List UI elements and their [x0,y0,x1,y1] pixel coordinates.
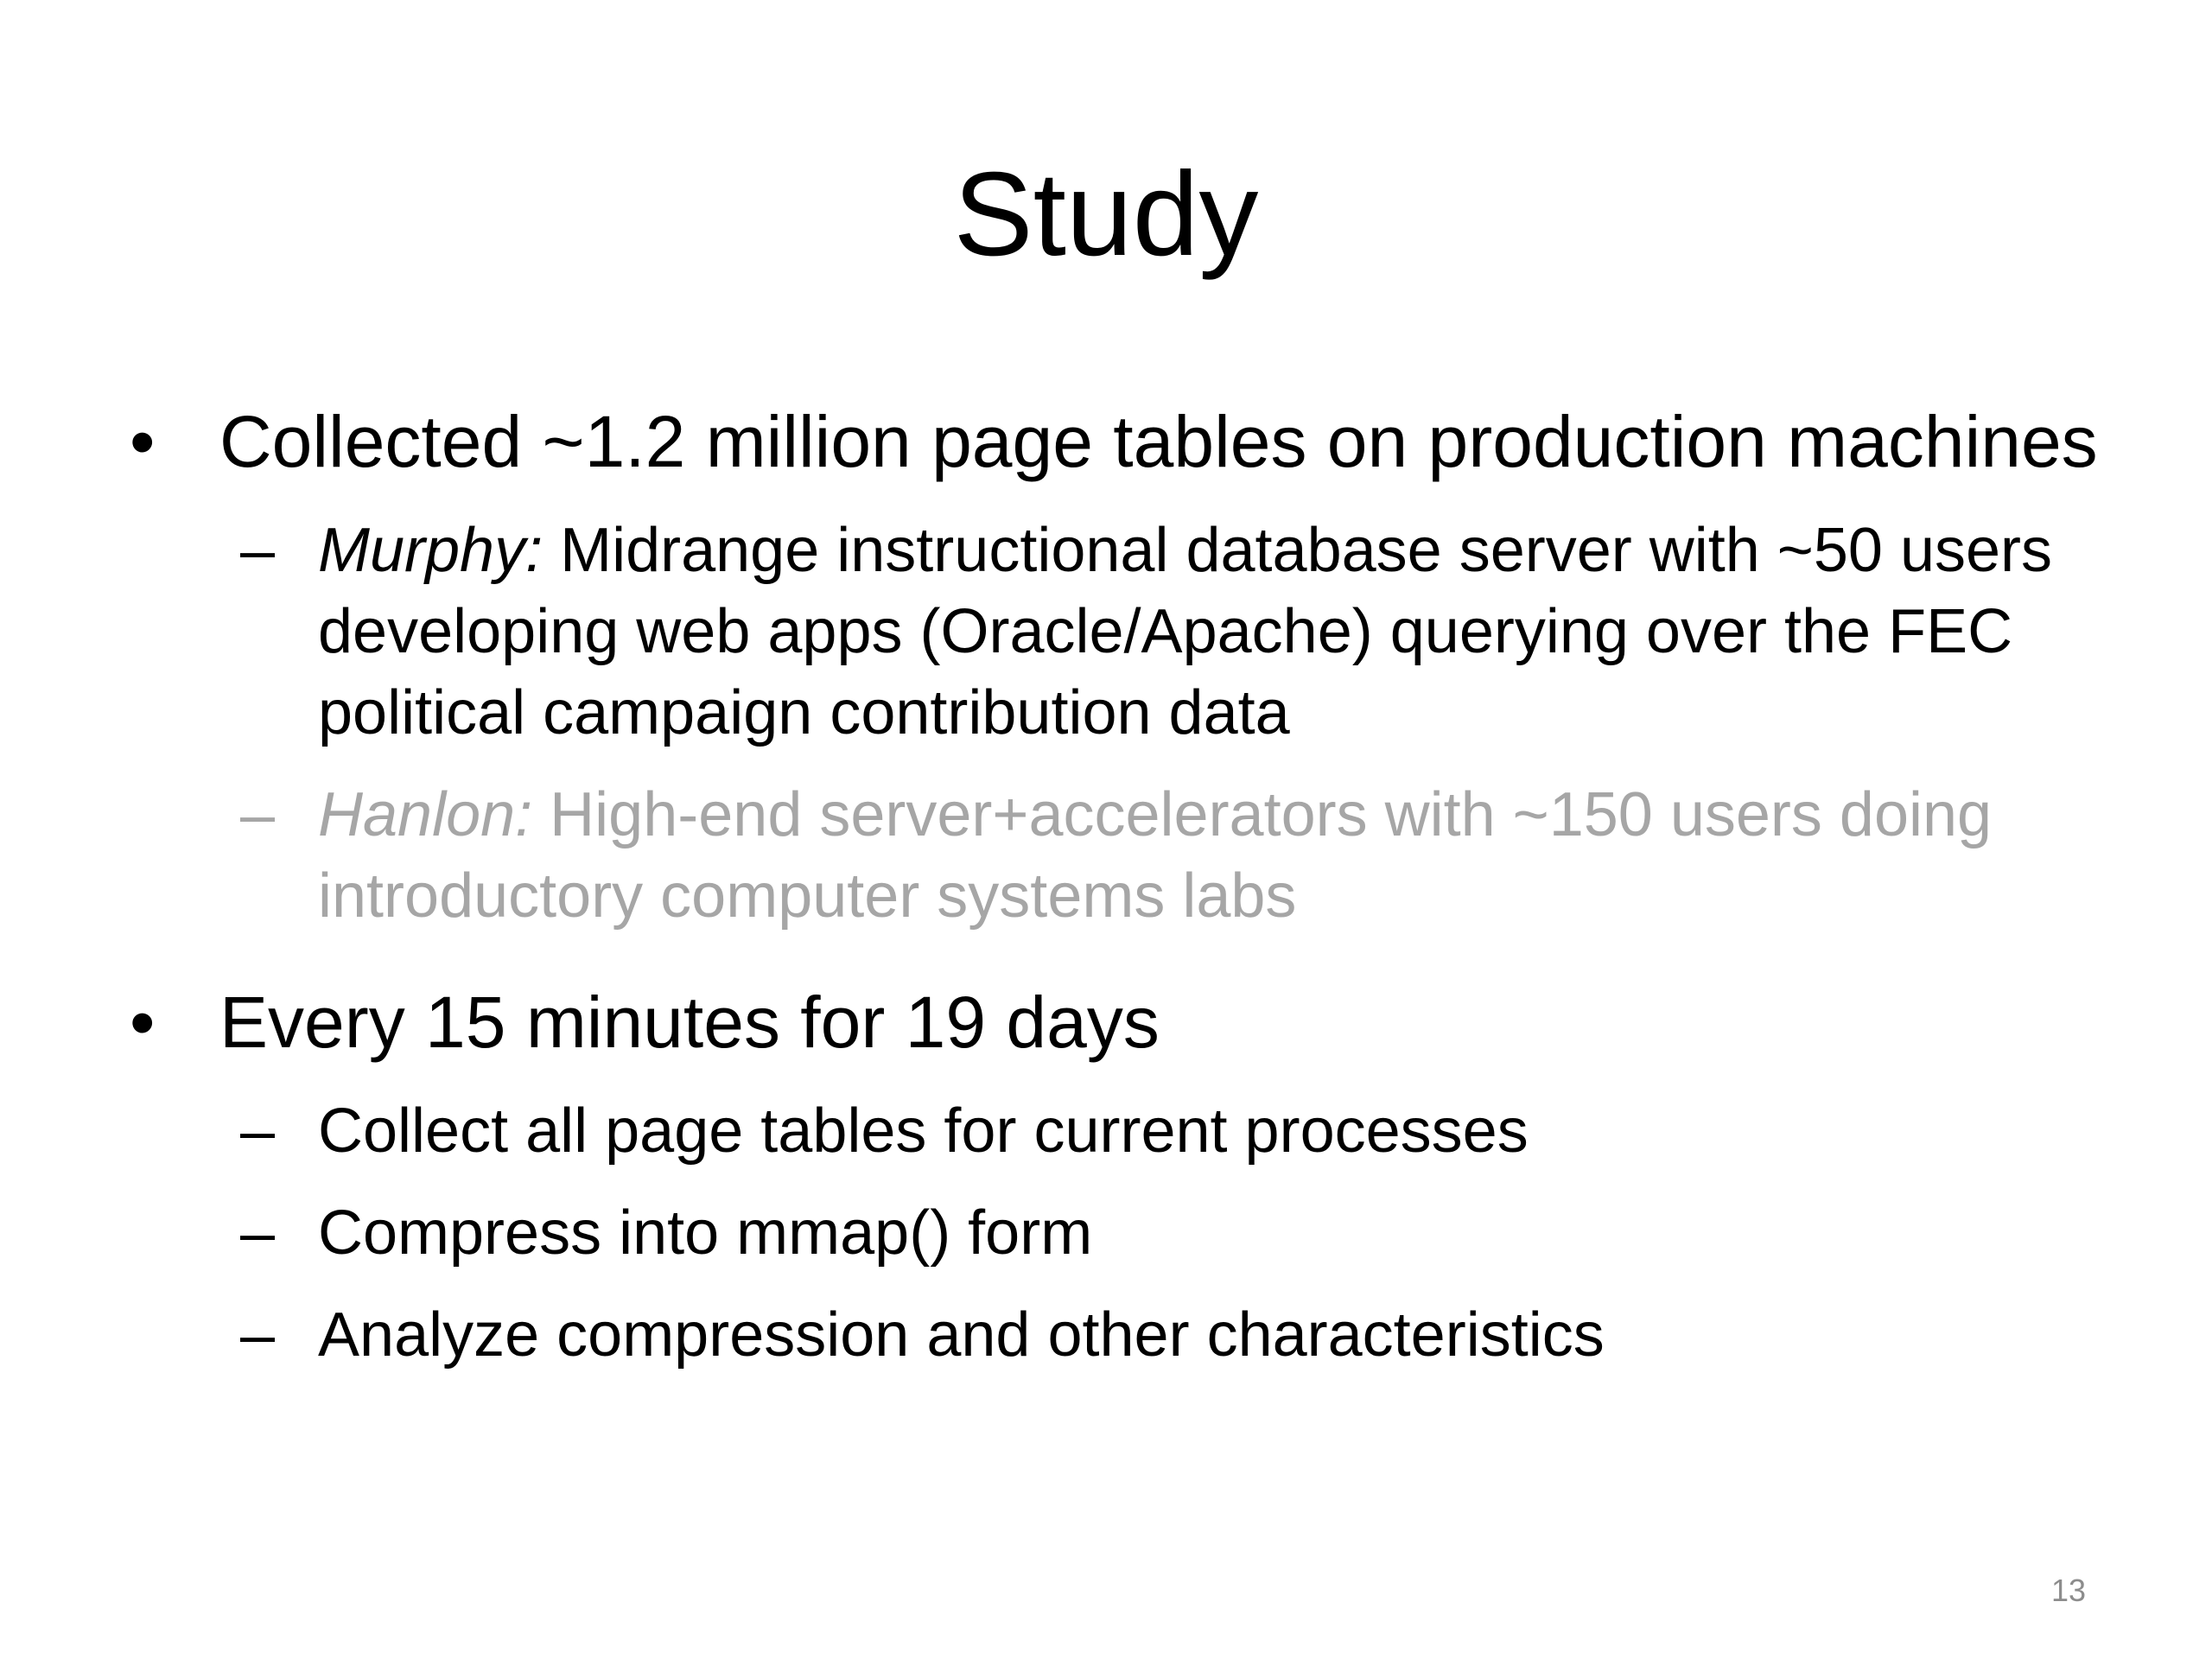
bullet-1-text: Collected ~1.2 million page tables on production machines [219,401,2098,482]
bullet-dot-icon: • [130,982,156,1063]
bullet-2 [130,976,2152,1068]
sub-bullet-murphy [130,510,2152,753]
bullet-1 [130,396,2152,487]
sub-bullet-hanlon-name: Hanlon: [318,780,533,849]
dash-icon: – [240,1300,276,1370]
page-number: 13 [2050,1573,2086,1608]
sub-bullet-hanlon-text: High-end server+accelerators with ~150 users doing introductory computer systems labs [318,780,1993,931]
sub-bullet-compress-text: Compress into mmap() form [318,1198,1093,1268]
dash-icon: – [240,780,276,849]
sub-bullet-analyze [130,1294,2152,1376]
slide-title: Study [953,148,1259,281]
dash-icon: – [240,1198,276,1268]
dash-icon: – [240,516,276,585]
sub-bullet-analyze-text: Analyze compression and other characteristics [318,1300,1605,1370]
slide-body [130,396,2152,1396]
dash-icon: – [240,1096,276,1166]
sub-bullet-murphy-text: Midrange instructional database server with ~50 users developing web apps (Oracle/Apache) querying over the FEC political campaign contribution data [318,516,2053,747]
sub-bullet-compress [130,1192,2152,1274]
bullet-2-text: Every 15 minutes for 19 days [219,982,1160,1063]
sub-bullet-collect-text: Collect all page tables for current processes [318,1096,1529,1166]
sub-bullet-hanlon [130,774,2152,937]
sub-bullet-murphy-name: Murphy: [318,516,543,585]
sub-bullet-collect [130,1090,2152,1172]
bullet-dot-icon: • [130,401,156,482]
